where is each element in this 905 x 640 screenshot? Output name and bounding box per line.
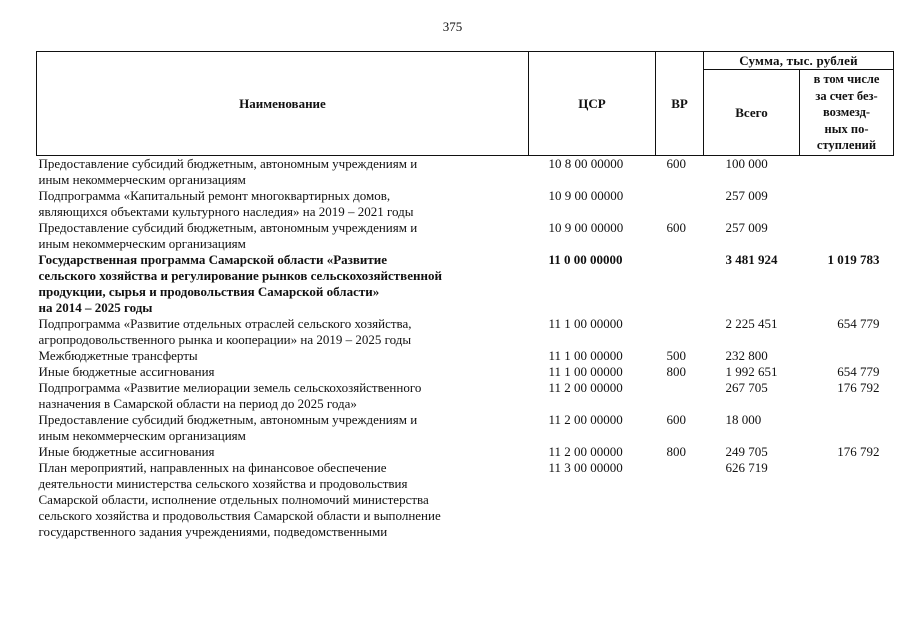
row-total: 18 000 <box>725 412 762 427</box>
row-name-line: государственного задания учреждениями, подведомственными <box>38 524 388 539</box>
row-csr: 11 2 00 00000 <box>548 444 623 459</box>
row-free-receipts: 1 019 783 <box>827 252 880 267</box>
row-free-receipts <box>800 156 894 189</box>
free-header-line: возмезд- <box>822 105 871 120</box>
row-name <box>37 252 529 316</box>
row-name <box>37 444 529 460</box>
row-vr: 600 <box>666 412 686 427</box>
row-name-line: сельского хозяйства и регулирование рынков сельскохозяйственной <box>38 268 442 283</box>
row-total: 3 481 924 <box>725 252 778 267</box>
row-name <box>37 156 529 189</box>
table-row <box>37 460 894 540</box>
table-row <box>37 348 894 364</box>
free-header-line: в том числе <box>813 72 880 87</box>
column-header-vr: ВР <box>656 52 704 156</box>
row-vr <box>656 252 704 316</box>
row-csr: 11 0 00 00000 <box>548 252 623 267</box>
row-name-line: Предоставление субсидий бюджетным, автономным учреждениям и <box>38 156 418 171</box>
row-csr: 11 3 00 00000 <box>548 460 623 475</box>
row-free-receipts: 654 779 <box>837 316 880 331</box>
row-name-line: Иные бюджетные ассигнования <box>38 444 215 459</box>
row-vr: 600 <box>666 220 686 235</box>
row-name <box>37 460 529 540</box>
row-vr: 600 <box>666 156 686 171</box>
row-csr: 11 2 00 00000 <box>548 412 623 427</box>
row-name-line: Межбюджетные трансферты <box>38 348 198 363</box>
row-free-receipts <box>800 460 894 540</box>
row-total: 100 000 <box>725 156 768 171</box>
row-name-line: назначения в Самарской области на период до 2025 года» <box>38 396 357 411</box>
row-free-receipts <box>800 348 894 364</box>
row-vr: 500 <box>666 348 686 363</box>
row-vr: 800 <box>666 444 686 459</box>
table-row <box>37 188 894 220</box>
column-header-free-receipts <box>800 70 894 156</box>
row-name-line: агропродовольственного рынка и кооперации» на 2019 – 2025 годы <box>38 332 412 347</box>
free-header-line: ступлений <box>816 138 877 153</box>
row-vr <box>656 188 704 220</box>
row-name-line: иным некоммерческим организациям <box>38 428 246 443</box>
row-total: 249 705 <box>725 444 768 459</box>
row-name <box>37 188 529 220</box>
column-header-csr: ЦСР <box>529 52 656 156</box>
column-header-total: Всего <box>704 70 800 156</box>
row-total: 2 225 451 <box>725 316 778 331</box>
row-csr: 10 9 00 00000 <box>548 220 624 235</box>
page-number: 375 <box>442 19 463 34</box>
row-name-line: Государственная программа Самарской области «Развитие <box>38 252 388 267</box>
row-name-line: Самарской области, исполнение отдельных полномочий министерства <box>38 492 429 507</box>
row-name <box>37 348 529 364</box>
table-row <box>37 412 894 444</box>
row-name-line: Предоставление субсидий бюджетным, автономным учреждениям и <box>38 412 418 427</box>
row-vr <box>656 316 704 348</box>
row-name-line: Подпрограмма «Капитальный ремонт многоквартирных домов, <box>38 188 391 203</box>
row-name-line: Иные бюджетные ассигнования <box>38 364 215 379</box>
table-row <box>37 364 894 380</box>
row-free-receipts <box>800 412 894 444</box>
budget-table <box>36 51 894 540</box>
row-name <box>37 316 529 348</box>
row-free-receipts: 176 792 <box>837 380 880 395</box>
row-free-receipts <box>800 188 894 220</box>
table-row <box>37 444 894 460</box>
row-name-line: Подпрограмма «Развитие отдельных отраслей сельского хозяйства, <box>38 316 412 331</box>
column-header-name: Наименование <box>37 52 529 156</box>
row-vr: 800 <box>666 364 686 379</box>
table-row <box>37 220 894 252</box>
row-name-line: на 2014 – 2025 годы <box>38 300 153 315</box>
row-total: 626 719 <box>725 460 768 475</box>
table-row <box>37 252 894 316</box>
table-row <box>37 156 894 189</box>
row-name-line: иным некоммерческим организациям <box>38 236 246 251</box>
row-csr: 11 2 00 00000 <box>548 380 623 395</box>
row-total: 257 009 <box>725 220 768 235</box>
row-name-line: иным некоммерческим организациям <box>38 172 246 187</box>
row-csr: 11 1 00 00000 <box>548 348 623 363</box>
row-csr: 11 1 00 00000 <box>548 316 623 331</box>
row-vr <box>656 460 704 540</box>
row-name-line: План мероприятий, направленных на финансовое обеспечение <box>38 460 387 475</box>
row-csr: 11 1 00 00000 <box>548 364 623 379</box>
free-header-line: ных по- <box>824 121 869 136</box>
row-name <box>37 380 529 412</box>
row-name <box>37 220 529 252</box>
row-free-receipts: 654 779 <box>837 364 880 379</box>
table-row <box>37 316 894 348</box>
column-header-sum: Сумма, тыс. рублей <box>704 52 894 70</box>
row-name-line: сельского хозяйства и продовольствия Самарской области и выполнение <box>38 508 441 523</box>
row-csr: 10 9 00 00000 <box>548 188 624 203</box>
row-csr: 10 8 00 00000 <box>548 156 624 171</box>
row-total: 257 009 <box>725 188 768 203</box>
row-free-receipts <box>800 220 894 252</box>
row-name-line: Предоставление субсидий бюджетным, автономным учреждениям и <box>38 220 418 235</box>
row-name <box>37 364 529 380</box>
row-total: 1 992 651 <box>725 364 778 379</box>
row-free-receipts: 176 792 <box>837 444 880 459</box>
row-total: 232 800 <box>725 348 768 363</box>
table-row <box>37 380 894 412</box>
row-name-line: являющихся объектами культурного наследия» на 2019 – 2021 годы <box>38 204 414 219</box>
row-name <box>37 412 529 444</box>
row-name-line: Подпрограмма «Развитие мелиорации земель сельскохозяйственного <box>38 380 422 395</box>
row-name-line: продукции, сырья и продовольствия Самарской области» <box>38 284 380 299</box>
free-header-line: за счет без- <box>815 88 878 103</box>
row-total: 267 705 <box>725 380 768 395</box>
row-vr <box>656 380 704 412</box>
row-name-line: деятельности министерства сельского хозяйства и продовольствия <box>38 476 408 491</box>
